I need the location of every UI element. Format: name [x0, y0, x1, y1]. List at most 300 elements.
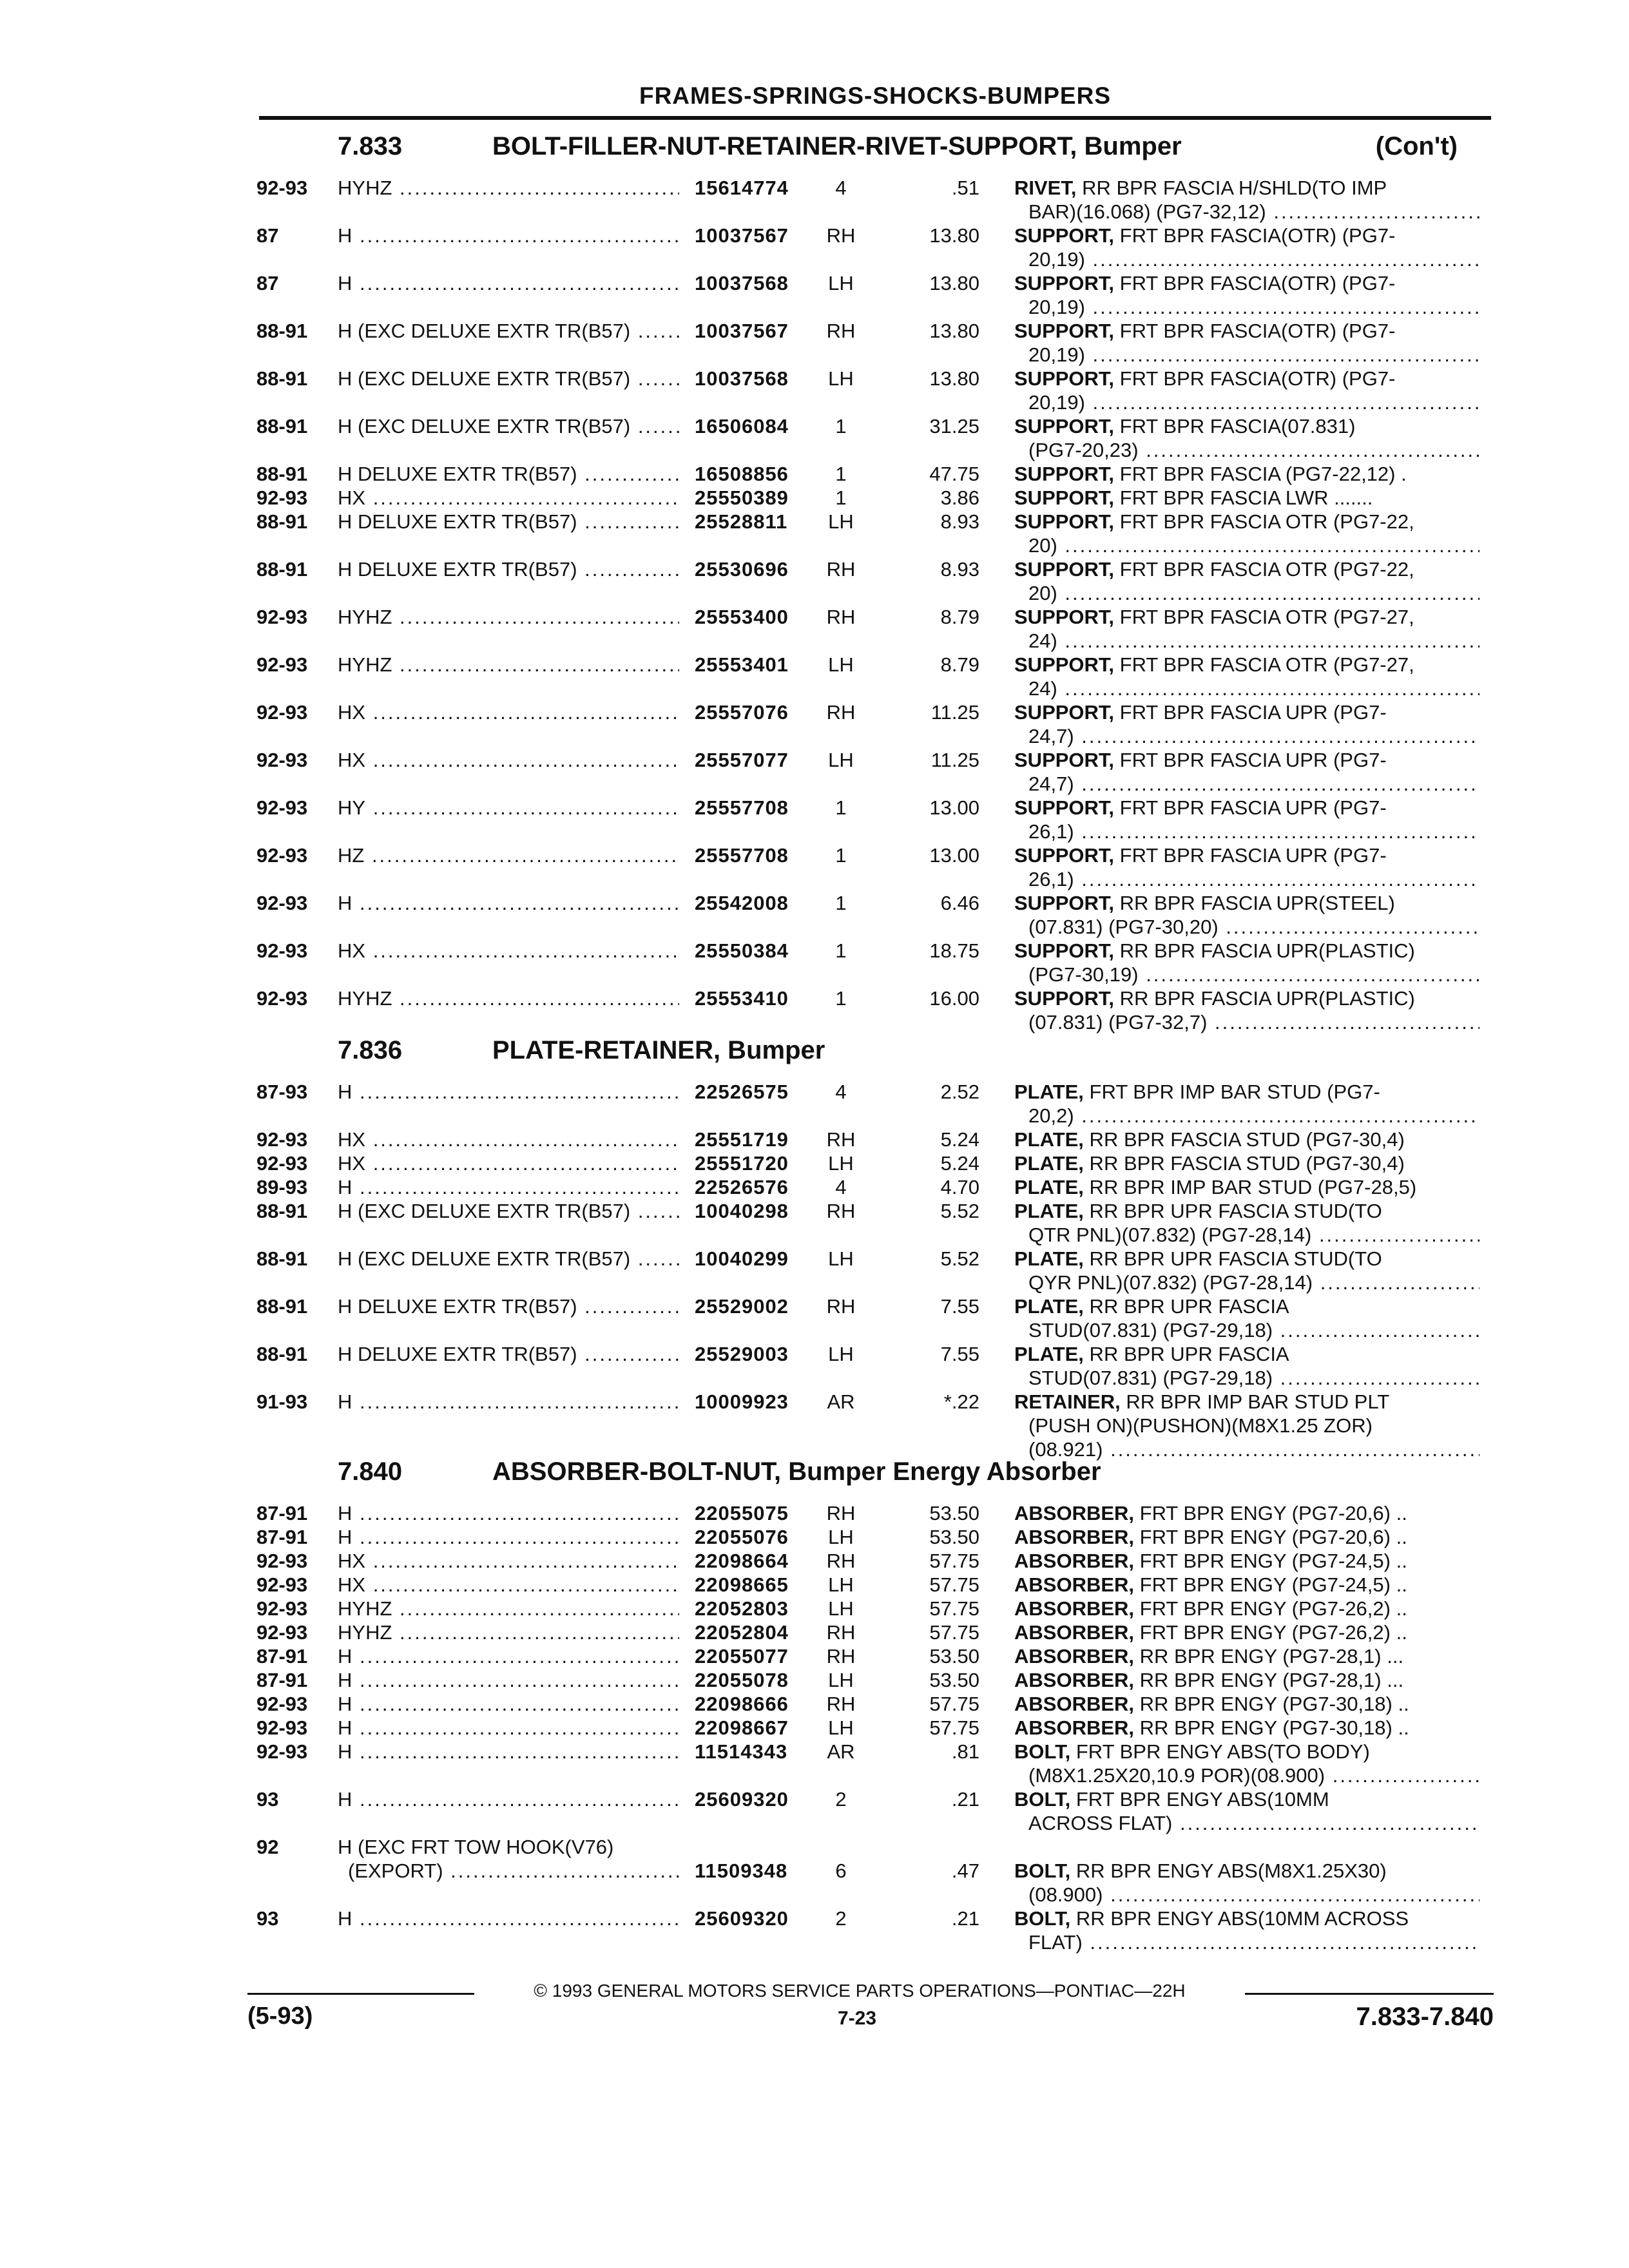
part-number: 22098667 [695, 1716, 789, 1739]
description-continued: (PUSH ON)(PUSHON)(M8X1.25 ZOR) [1028, 1414, 1373, 1437]
description-detail: FRT BPR FASCIA OTR (PG7-27, [1114, 653, 1414, 676]
description-continued: STUD(07.831) (PG7-29,18) ..... [1028, 1318, 1480, 1343]
part-number: 25529002 [695, 1295, 789, 1318]
quantity: RH [826, 1295, 856, 1318]
model-code: H (EXC DELUXE EXTR TR(B57) ..... [338, 319, 679, 343]
price: 13.00 [929, 844, 979, 867]
model-years: 88-91 [256, 367, 308, 390]
quantity: AR [827, 1390, 855, 1413]
model-years: 92-93 [256, 1152, 308, 1175]
description-detail: FRT BPR FASCIA(OTR) (PG7- [1114, 272, 1396, 294]
section-number: 7.836 [338, 1036, 403, 1064]
description [1014, 939, 1415, 963]
description-detail: RR BPR IMP BAR STUD PLT [1120, 1390, 1390, 1413]
description-name: ABSORBER, [1014, 1645, 1135, 1667]
table-row [0, 796, 1629, 820]
description [1014, 510, 1414, 534]
price: 4.70 [940, 1176, 979, 1198]
model-years: 87 [256, 224, 279, 247]
description [1014, 653, 1414, 677]
description-continued: 20,19) ..... [1028, 343, 1480, 367]
quantity: LH [828, 1716, 854, 1739]
part-number: 10040299 [695, 1247, 789, 1270]
description [1014, 1716, 1409, 1740]
footer-rule-right [1245, 1993, 1494, 1995]
description [1014, 1573, 1407, 1597]
model-years: 92-93 [256, 1550, 308, 1572]
model-years: 92-93 [256, 749, 308, 771]
model-code: H ..... [338, 1175, 679, 1200]
model-code: H ..... [338, 1644, 679, 1669]
description [1014, 319, 1395, 343]
model-code: H ..... [338, 1668, 679, 1693]
description [1014, 176, 1387, 200]
description-detail: FRT BPR FASCIA UPR (PG7- [1114, 796, 1387, 819]
part-number: 25553410 [695, 987, 789, 1010]
price: 5.24 [940, 1128, 979, 1151]
model-years: 92-93 [256, 1128, 308, 1151]
price: 5.52 [940, 1247, 979, 1270]
description [1014, 1525, 1407, 1550]
model-years: 92-93 [256, 701, 308, 724]
model-code: H (EXC DELUXE EXTR TR(B57) ..... [338, 1199, 679, 1224]
model-years: 87 [256, 272, 279, 294]
model-years: 92-93 [256, 796, 308, 819]
description-name: SUPPORT, [1014, 224, 1115, 247]
table-row [0, 367, 1629, 391]
model-code: H ..... [338, 1907, 679, 1931]
description-name: ABSORBER, [1014, 1526, 1135, 1548]
quantity: LH [828, 1597, 854, 1620]
description-detail: RR BPR FASCIA STUD (PG7-30,4) [1083, 1152, 1405, 1175]
description-detail: FRT BPR ENGY ABS(10MM [1070, 1788, 1329, 1811]
description-continued: (08.921) ..... [1028, 1437, 1480, 1462]
table-row [0, 891, 1629, 916]
table-row [0, 1525, 1629, 1550]
quantity: LH [828, 510, 854, 533]
table-row [0, 1294, 1629, 1319]
part-number: 11514343 [695, 1740, 788, 1763]
quantity: LH [828, 1573, 854, 1596]
description-name: PLATE, [1014, 1247, 1084, 1270]
part-number: 11509348 [695, 1860, 788, 1882]
table-row [0, 510, 1629, 534]
part-number: 22526575 [695, 1081, 789, 1103]
model-code: H ..... [338, 1692, 679, 1716]
description-detail: FRT BPR FASCIA OTR (PG7-27, [1114, 606, 1414, 628]
model-code: HYHZ ..... [338, 605, 679, 629]
part-number: 25542008 [695, 892, 789, 914]
quantity: LH [828, 272, 854, 294]
price: 6.46 [940, 892, 979, 914]
model-code: HY ..... [338, 796, 679, 820]
price: 57.75 [929, 1573, 979, 1596]
section-title [338, 132, 1498, 164]
quantity: RH [826, 1550, 856, 1572]
description-continued: (07.831) (PG7-30,20) ..... [1028, 915, 1480, 939]
quantity: 6 [835, 1860, 847, 1882]
description [1014, 700, 1387, 725]
part-number: 22052803 [695, 1597, 789, 1620]
model-code: H ..... [338, 1390, 679, 1414]
description-continued: (07.831) (PG7-32,7) ..... [1028, 1010, 1480, 1035]
table-row [0, 748, 1629, 773]
model-years: 88-91 [256, 510, 308, 533]
table-row [0, 1644, 1629, 1669]
part-number: 25609320 [695, 1788, 789, 1811]
model-years: 92-93 [256, 1573, 308, 1596]
description [1014, 1128, 1405, 1152]
table-row [0, 1549, 1629, 1573]
description-name: PLATE, [1014, 1128, 1084, 1151]
part-number: 10037568 [695, 367, 789, 390]
model-years: 88-91 [256, 558, 308, 581]
table-row [0, 653, 1629, 677]
part-number: 22055077 [695, 1645, 789, 1667]
quantity: RH [826, 1200, 856, 1222]
description-detail: FRT BPR FASCIA OTR (PG7-22, [1114, 558, 1414, 581]
description [1014, 462, 1407, 486]
model-years: 88-91 [256, 463, 308, 485]
description-continued: 24) ..... [1028, 677, 1480, 701]
description-name: ABSORBER, [1014, 1597, 1135, 1620]
description [1014, 1859, 1387, 1883]
footer-rule-left [247, 1993, 474, 1995]
description [1014, 1199, 1382, 1224]
part-number: 22098664 [695, 1550, 789, 1572]
quantity: LH [828, 1343, 854, 1365]
model-years: 92-93 [256, 486, 308, 509]
description [1014, 796, 1387, 820]
model-years: 88-91 [256, 1343, 308, 1365]
price: 53.50 [929, 1645, 979, 1667]
description-detail: FRT BPR ENGY (PG7-24,5) .. [1134, 1573, 1407, 1596]
description-continued: (PG7-20,23) ..... [1028, 438, 1480, 463]
model-years: 92-93 [256, 177, 308, 199]
model-code: H DELUXE EXTR TR(B57) ..... [338, 510, 679, 534]
description-detail: FRT BPR FASCIA UPR (PG7- [1114, 701, 1387, 724]
table-row [0, 1501, 1629, 1526]
description-continued: STUD(07.831) (PG7-29,18) ..... [1028, 1366, 1480, 1390]
part-number: 10037567 [695, 224, 789, 247]
section-number: 7.840 [338, 1457, 403, 1486]
model-years: 87-91 [256, 1645, 308, 1667]
model-code: H ..... [338, 224, 679, 248]
model-code: H DELUXE EXTR TR(B57) ..... [338, 462, 679, 486]
price: *.22 [943, 1390, 979, 1413]
part-number: 25609320 [695, 1907, 789, 1930]
part-number: 22055075 [695, 1502, 789, 1524]
model-code: H ..... [338, 891, 679, 916]
description-name: RETAINER, [1014, 1390, 1121, 1413]
part-number: 22098666 [695, 1693, 789, 1715]
model-years: 92-93 [256, 1597, 308, 1620]
description-name: SUPPORT, [1014, 415, 1115, 437]
price: 13.80 [929, 224, 979, 247]
price: 16.00 [929, 987, 979, 1010]
model-code: H ..... [338, 1740, 679, 1764]
price: 7.55 [940, 1343, 979, 1365]
model-code: HYHZ ..... [338, 1597, 679, 1621]
description-detail: FRT BPR ENGY (PG7-26,2) .. [1134, 1621, 1407, 1644]
model-years: 87-91 [256, 1526, 308, 1548]
description-name: ABSORBER, [1014, 1550, 1135, 1572]
part-number: 25551719 [695, 1128, 789, 1151]
price: 57.75 [929, 1621, 979, 1644]
model-years: 89-93 [256, 1176, 308, 1198]
description [1014, 605, 1414, 629]
part-number: 25553400 [695, 606, 789, 628]
price: 11.25 [930, 749, 979, 771]
description [1014, 1644, 1403, 1669]
part-number: 16508856 [695, 463, 789, 485]
table-row [0, 414, 1629, 439]
description-name: SUPPORT, [1014, 320, 1115, 342]
quantity: 2 [835, 1788, 847, 1811]
quantity: RH [826, 224, 856, 247]
description-name: BOLT, [1014, 1788, 1071, 1811]
model-years: 92-93 [256, 844, 308, 867]
price: 2.52 [940, 1081, 979, 1103]
part-number: 16506084 [695, 415, 789, 437]
description-name: SUPPORT, [1014, 987, 1115, 1010]
quantity: LH [828, 749, 854, 771]
price: .51 [951, 177, 979, 199]
quantity: RH [826, 320, 856, 342]
description-detail: FRT BPR FASCIA LWR ....... [1114, 486, 1373, 509]
model-code: HX ..... [338, 1151, 679, 1176]
description-continued: BAR)(16.068) (PG7-32,12) ..... [1028, 200, 1480, 224]
description-detail: RR BPR ENGY (PG7-30,18) .. [1134, 1716, 1409, 1739]
description-detail: RR BPR UPR FASCIA STUD(TO [1083, 1247, 1382, 1270]
part-number: 22055078 [695, 1669, 789, 1691]
model-years: 92-93 [256, 1740, 308, 1763]
description-continued: ACROSS FLAT) ..... [1028, 1811, 1480, 1836]
table-row [0, 1151, 1629, 1176]
table-row [0, 1620, 1629, 1645]
description-continued: 20) ..... [1028, 581, 1480, 606]
part-number: 10009923 [695, 1390, 789, 1413]
model-code: H ..... [338, 1787, 679, 1812]
description-continued: (08.900) ..... [1028, 1883, 1480, 1907]
price: 47.75 [929, 463, 979, 485]
model-code: HYHZ ..... [338, 176, 679, 200]
model-code: HX ..... [338, 748, 679, 773]
section-name: BOLT-FILLER-NUT-RETAINER-RIVET-SUPPORT, Bumper [492, 132, 1182, 160]
description-detail: FRT BPR FASCIA UPR (PG7- [1114, 844, 1387, 867]
table-row [0, 986, 1629, 1011]
quantity: LH [828, 653, 854, 676]
price: 5.52 [940, 1200, 979, 1222]
price: 8.93 [940, 558, 979, 581]
section-title [338, 1036, 1498, 1068]
model-years: 92-93 [256, 939, 308, 962]
section-name: ABSORBER-BOLT-NUT, Bumper Energy Absorber [492, 1457, 1101, 1486]
description [1014, 1247, 1382, 1271]
model-code: H (EXC DELUXE EXTR TR(B57) ..... [338, 414, 679, 439]
description-detail: RR BPR IMP BAR STUD (PG7-28,5) [1083, 1176, 1417, 1198]
model-years: 92-93 [256, 1693, 308, 1715]
part-number: 22526576 [695, 1176, 789, 1198]
model-years: 92-93 [256, 606, 308, 628]
description-name: SUPPORT, [1014, 510, 1115, 533]
description-detail: RR BPR UPR FASCIA [1083, 1343, 1289, 1365]
description-detail: RR BPR ENGY ABS(M8X1.25X30) [1070, 1860, 1387, 1882]
description-continued: 20,2) ..... [1028, 1104, 1480, 1128]
description-continued: 26,1) ..... [1028, 867, 1480, 892]
quantity: 1 [835, 939, 847, 962]
description [1014, 1692, 1409, 1716]
footer-section-range: 7.833-7.840 [1356, 2003, 1494, 2031]
description-detail: FRT BPR FASCIA(OTR) (PG7- [1114, 320, 1396, 342]
model-code: H DELUXE EXTR TR(B57) ..... [338, 557, 679, 582]
footer-copyright: © 1993 GENERAL MOTORS SERVICE PARTS OPERATIONS—PONTIAC—22H [534, 1981, 1186, 2001]
description-name: SUPPORT, [1014, 796, 1115, 819]
price: .47 [951, 1860, 979, 1882]
description [1014, 1294, 1289, 1319]
quantity: RH [826, 1128, 856, 1151]
description-continued: (M8X1.25X20,10.9 POR)(08.900) ..... [1028, 1763, 1480, 1788]
model-years: 88-91 [256, 1295, 308, 1318]
description-detail: FRT BPR FASCIA(OTR) (PG7- [1114, 367, 1396, 390]
price: 57.75 [929, 1597, 979, 1620]
table-row [0, 1175, 1629, 1200]
description-continued: 24) ..... [1028, 629, 1480, 653]
quantity: 1 [835, 844, 847, 867]
description-detail: RR BPR ENGY (PG7-28,1) ... [1134, 1669, 1404, 1691]
description-detail: RR BPR FASCIA H/SHLD(TO IMP [1076, 177, 1387, 199]
price: 13.80 [929, 367, 979, 390]
model-code: H DELUXE EXTR TR(B57) ..... [338, 1342, 679, 1367]
description-detail: RR BPR ENGY ABS(10MM ACROSS [1070, 1907, 1409, 1930]
model-code: HYHZ ..... [338, 986, 679, 1011]
quantity: LH [828, 1526, 854, 1548]
description-detail: RR BPR FASCIA UPR(PLASTIC) [1114, 939, 1415, 962]
model-code: HX ..... [338, 1573, 679, 1597]
part-number: 25550389 [695, 486, 789, 509]
price: 53.50 [929, 1669, 979, 1691]
description-continued: 20,19) ..... [1028, 295, 1480, 320]
description-name: ABSORBER, [1014, 1669, 1135, 1691]
description [1014, 1740, 1370, 1764]
description-detail: FRT BPR FASCIA(07.831) [1114, 415, 1356, 437]
description-continued: 26,1) ..... [1028, 820, 1480, 844]
price: .81 [951, 1740, 979, 1763]
table-row [0, 462, 1629, 486]
quantity: LH [828, 1247, 854, 1270]
model-code: HX ..... [338, 1549, 679, 1573]
model-years: 92-93 [256, 1716, 308, 1739]
description-name: PLATE, [1014, 1295, 1084, 1318]
table-row [0, 1716, 1629, 1740]
description [1014, 1175, 1416, 1200]
model-code: HX ..... [338, 486, 679, 510]
price: 57.75 [929, 1716, 979, 1739]
description [1014, 224, 1395, 248]
model-years: 88-91 [256, 1247, 308, 1270]
price: 13.80 [929, 320, 979, 342]
model-code: H ..... [338, 1716, 679, 1740]
description-detail: FRT BPR FASCIA UPR (PG7- [1114, 749, 1387, 771]
header-rule [259, 116, 1491, 120]
model-years: 87-91 [256, 1502, 308, 1524]
description [1014, 1907, 1409, 1931]
description-detail: FRT BPR ENGY (PG7-24,5) .. [1134, 1550, 1407, 1572]
model-years: 88-91 [256, 1200, 308, 1222]
description-name: ABSORBER, [1014, 1693, 1135, 1715]
part-number: 22055076 [695, 1526, 789, 1548]
description-detail: RR BPR UPR FASCIA [1083, 1295, 1289, 1318]
part-number: 25551720 [695, 1152, 789, 1175]
model-years: 88-91 [256, 320, 308, 342]
description-continued: 24,7) ..... [1028, 772, 1480, 796]
price: 7.55 [940, 1295, 979, 1318]
description-detail: FRT BPR FASCIA(OTR) (PG7- [1114, 224, 1396, 247]
description-name: PLATE, [1014, 1200, 1084, 1222]
model-code: H ..... [338, 1080, 679, 1104]
description-name: ABSORBER, [1014, 1502, 1135, 1524]
part-number: 25553401 [695, 653, 789, 676]
table-row [0, 271, 1629, 296]
page-header: FRAMES-SPRINGS-SHOCKS-BUMPERS [639, 82, 1112, 109]
model-years: 92 [256, 1836, 279, 1858]
model-code: H ..... [338, 1501, 679, 1526]
description-detail: FRT BPR ENGY ABS(TO BODY) [1070, 1740, 1370, 1763]
description-name: ABSORBER, [1014, 1716, 1135, 1739]
quantity: 4 [835, 1176, 847, 1198]
model-years: 92-93 [256, 653, 308, 676]
price: 53.50 [929, 1502, 979, 1524]
price: 8.79 [940, 606, 979, 628]
part-number: 25529003 [695, 1343, 789, 1365]
description-name: ABSORBER, [1014, 1621, 1135, 1644]
description-name: SUPPORT, [1014, 558, 1115, 581]
description-name: SUPPORT, [1014, 749, 1115, 771]
quantity: 1 [835, 486, 847, 509]
description-continued: FLAT) ..... [1028, 1930, 1480, 1955]
table-row [0, 1080, 1629, 1104]
table-row [0, 1907, 1629, 1931]
price: 5.24 [940, 1152, 979, 1175]
quantity: 1 [835, 987, 847, 1010]
description [1014, 1501, 1407, 1526]
model-code: HX ..... [338, 1128, 679, 1152]
model-years: 92-93 [256, 1621, 308, 1644]
table-row [0, 557, 1629, 582]
description-name: SUPPORT, [1014, 892, 1115, 914]
model-years: 93 [256, 1788, 279, 1811]
description [1014, 1549, 1407, 1573]
description-name: BOLT, [1014, 1860, 1071, 1882]
description [1014, 1342, 1289, 1367]
part-number: 25550384 [695, 939, 789, 962]
price: 8.93 [940, 510, 979, 533]
description-name: SUPPORT, [1014, 653, 1115, 676]
quantity: RH [826, 1502, 856, 1524]
description-name: RIVET, [1014, 177, 1077, 199]
description-name: BOLT, [1014, 1740, 1071, 1763]
model-code: H (EXC DELUXE EXTR TR(B57) ..... [338, 367, 679, 391]
description-continued: 20,19) ..... [1028, 390, 1480, 415]
description-continued: QYR PNL)(07.832) (PG7-28,14) ..... [1028, 1271, 1480, 1295]
model-years: 92-93 [256, 892, 308, 914]
quantity: 1 [835, 463, 847, 485]
description-name: PLATE, [1014, 1152, 1084, 1175]
table-row [0, 1668, 1629, 1693]
part-number: 25557708 [695, 844, 789, 867]
quantity: 1 [835, 415, 847, 437]
table-row [0, 1573, 1629, 1597]
